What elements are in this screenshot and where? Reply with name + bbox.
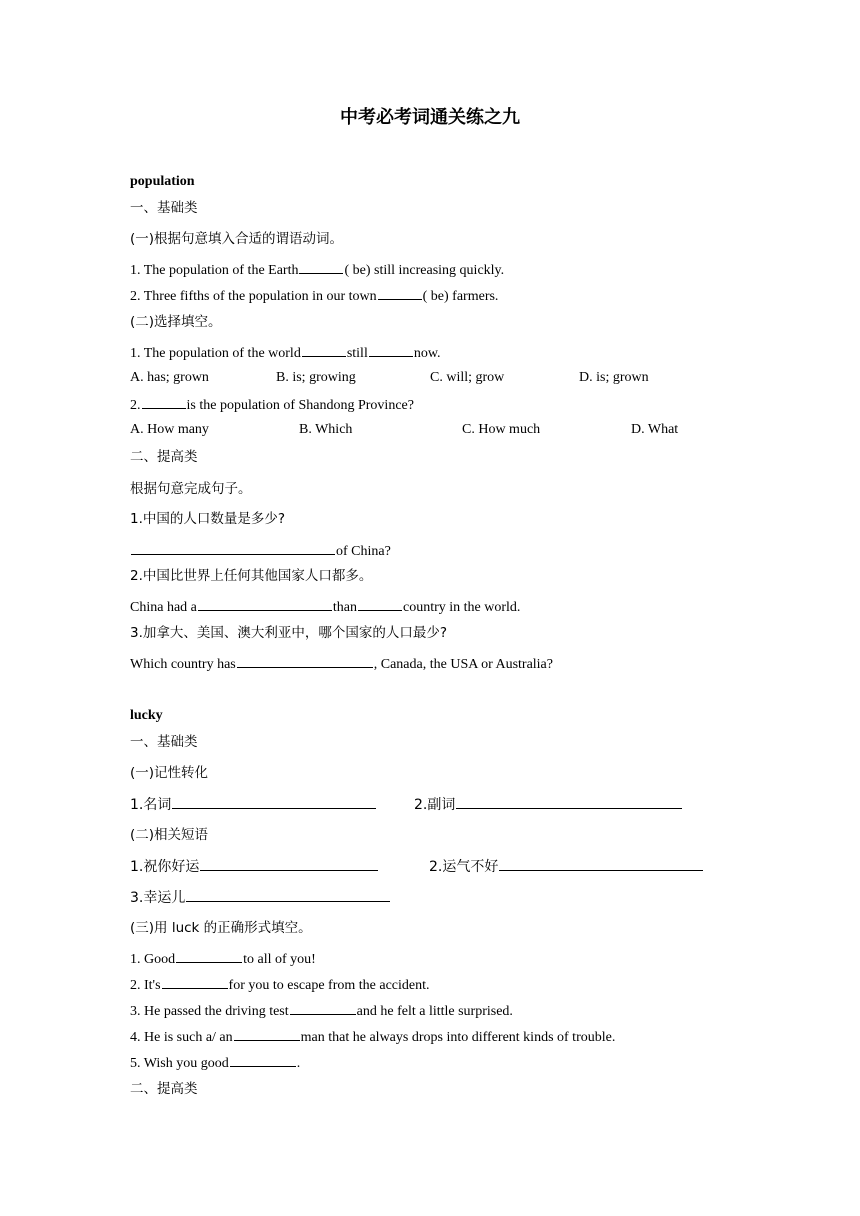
sentence-en: China had a than country in the world. xyxy=(130,597,520,617)
basic-heading: 一、基础类 xyxy=(130,734,198,750)
option-d[interactable]: D. What xyxy=(631,422,679,437)
answer-blank[interactable] xyxy=(131,541,335,555)
section-heading-lucky: lucky xyxy=(130,708,163,723)
answer-blank[interactable] xyxy=(234,1027,300,1041)
answer-blank[interactable] xyxy=(456,795,682,809)
part-title: (三)用 luck 的正确形式填空。 xyxy=(130,920,312,936)
question-line: 5. Wish you good . xyxy=(130,1053,300,1073)
noun-form: 1.名词 xyxy=(130,795,377,814)
part-title: (一)根据句意填入合适的谓语动词。 xyxy=(130,231,344,247)
question-line: 2. It's for you to escape from the accident. xyxy=(130,975,430,995)
section-heading-population: population xyxy=(130,174,195,189)
question-line: 4. He is such a/ an man that he always drops into different kinds of trouble. xyxy=(130,1027,615,1047)
option-a[interactable]: A. How many xyxy=(130,422,209,437)
question-line: 1. Good to all of you! xyxy=(130,949,316,969)
phrase-2: 2.运气不好 xyxy=(429,857,704,876)
answer-blank[interactable] xyxy=(198,597,332,611)
answer-blank[interactable] xyxy=(172,795,376,809)
answer-blank[interactable] xyxy=(237,654,373,668)
answer-blank[interactable] xyxy=(186,888,390,902)
answer-blank[interactable] xyxy=(299,260,343,274)
answer-blank[interactable] xyxy=(378,286,422,300)
answer-blank[interactable] xyxy=(369,343,413,357)
adverb-form: 2.副词 xyxy=(414,795,683,814)
option-a[interactable]: A. has; grown xyxy=(130,370,209,385)
answer-blank[interactable] xyxy=(162,975,228,989)
page-title: 中考必考词通关练之九 xyxy=(340,107,520,128)
sentence-en: Which country has , Canada, the USA or Australia? xyxy=(130,654,553,674)
option-d[interactable]: D. is; grown xyxy=(579,370,649,385)
sentence-cn: 1.中国的人口数量是多少? xyxy=(130,511,286,527)
advanced-heading: 二、提高类 xyxy=(130,449,198,465)
question-line: 1. The population of the Earth ( be) still increasing quickly. xyxy=(130,260,504,280)
part-title: (二)选择填空。 xyxy=(130,314,222,330)
advanced-heading: 二、提高类 xyxy=(130,1081,198,1097)
basic-heading: 一、基础类 xyxy=(130,200,198,216)
part-title: (二)相关短语 xyxy=(130,827,209,843)
option-c[interactable]: C. will; grow xyxy=(430,370,505,385)
option-c[interactable]: C. How much xyxy=(462,422,541,437)
answer-blank[interactable] xyxy=(230,1053,296,1067)
instruction: 根据句意完成句子。 xyxy=(130,481,252,497)
sentence-cn: 2.中国比世界上任何其他国家人口都多。 xyxy=(130,568,373,584)
answer-blank[interactable] xyxy=(142,395,186,409)
phrase-1: 1.祝你好运 xyxy=(130,857,379,876)
answer-blank[interactable] xyxy=(358,597,402,611)
answer-blank[interactable] xyxy=(499,857,703,871)
phrase-3: 3.幸运儿 xyxy=(130,888,391,907)
answer-blank[interactable] xyxy=(302,343,346,357)
question-line: 1. The population of the world still now. xyxy=(130,343,441,363)
sentence-cn: 3.加拿大、美国、澳大利亚中，哪个国家的人口最少? xyxy=(130,625,448,641)
part-title: (一)记性转化 xyxy=(130,765,209,781)
question-line: 3. He passed the driving test and he felt a little surprised. xyxy=(130,1001,513,1021)
option-b[interactable]: B. Which xyxy=(299,422,353,437)
question-line: 2. Three fifths of the population in our town ( be) farmers. xyxy=(130,286,498,306)
question-line: 2. is the population of Shandong Province? xyxy=(130,395,414,415)
answer-blank[interactable] xyxy=(176,949,242,963)
sentence-en: of China? xyxy=(130,541,391,561)
answer-blank[interactable] xyxy=(200,857,378,871)
answer-blank[interactable] xyxy=(290,1001,356,1015)
option-b[interactable]: B. is; growing xyxy=(276,370,356,385)
